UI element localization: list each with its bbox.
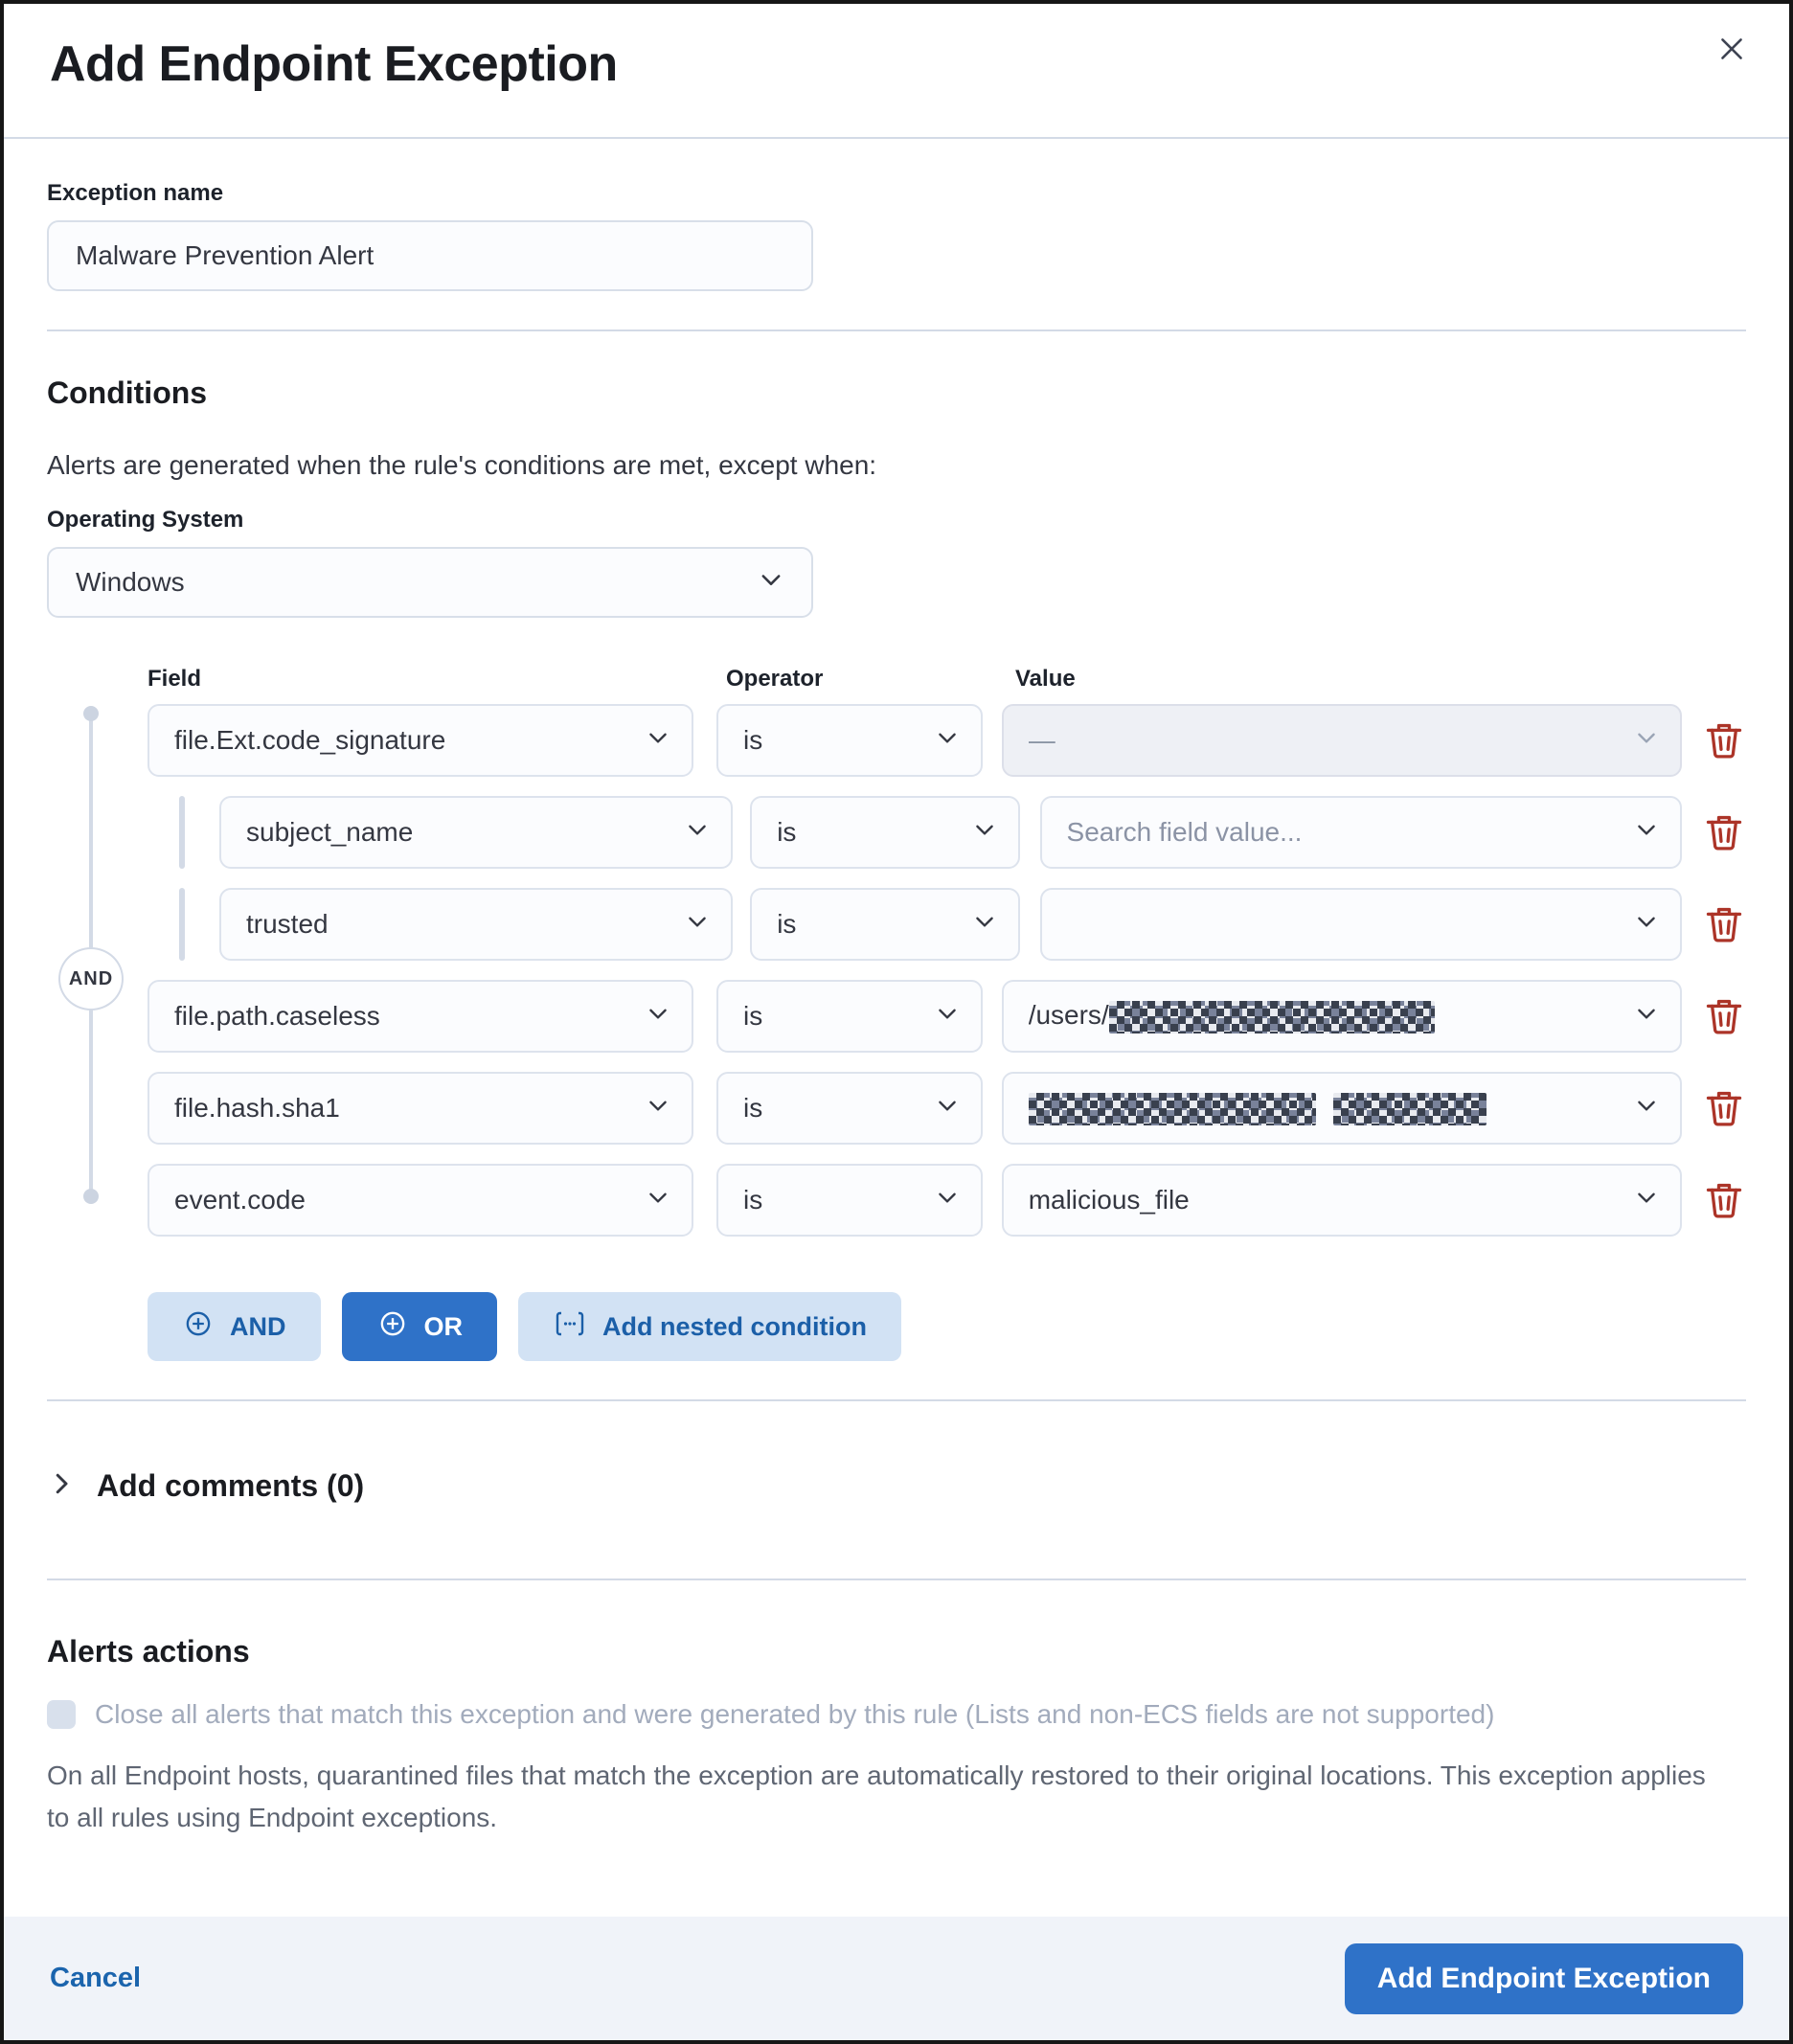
field-value: trusted [246, 909, 329, 940]
trash-icon [1703, 810, 1745, 855]
trash-icon [1703, 1178, 1745, 1223]
add-or-button[interactable] [342, 1292, 498, 1361]
field-select[interactable] [148, 1164, 693, 1237]
operating-system-value: Windows [76, 567, 185, 598]
operator-select[interactable] [716, 1072, 983, 1145]
operator-value: is [777, 909, 797, 940]
field-column-header: Field [148, 666, 202, 693]
field-value: file.path.caseless [174, 1001, 380, 1032]
chevron-down-icon [935, 725, 960, 757]
trash-icon [1703, 994, 1745, 1039]
delete-condition-button[interactable] [1702, 1086, 1746, 1130]
value-select-redacted-path[interactable] [1002, 980, 1682, 1053]
field-value: event.code [174, 1185, 306, 1215]
field-select[interactable] [148, 1072, 693, 1145]
chevron-down-icon [685, 909, 710, 941]
chevron-down-icon [646, 1185, 670, 1216]
value-redacted-hash [1029, 1092, 1487, 1125]
and-badge: AND [58, 947, 124, 1011]
chevron-down-icon [935, 1093, 960, 1124]
or-button-label: OR [423, 1311, 463, 1341]
redacted-block [1333, 1093, 1487, 1125]
close-alerts-checkbox-row [47, 1699, 1746, 1730]
chevron-down-icon [1634, 1001, 1659, 1033]
field-select[interactable] [219, 796, 733, 869]
redacted-block [1029, 1093, 1316, 1125]
operator-select[interactable] [716, 1164, 983, 1237]
field-value: subject_name [246, 817, 414, 848]
value-select[interactable] [1040, 796, 1682, 869]
chevron-down-icon [1634, 909, 1659, 941]
divider [47, 329, 1746, 331]
trash-icon [1703, 718, 1745, 763]
modal-title: Add Endpoint Exception [50, 36, 618, 92]
checkbox-disabled [47, 1700, 76, 1729]
modal-footer [4, 1917, 1789, 2040]
trash-icon [1703, 902, 1745, 947]
operating-system-label: Operating System [47, 507, 244, 534]
chevron-down-icon [1634, 1185, 1659, 1216]
operator-value: is [743, 725, 763, 756]
logic-button-row [148, 1292, 1746, 1361]
chevron-down-icon [646, 1001, 670, 1033]
field-select[interactable] [148, 980, 693, 1053]
endpoint-note-text: On all Endpoint hosts, quarantined files that match the exception are automatically restored to their original locations. This exception applies to all rules using Endpoint exceptions. [47, 1760, 1706, 1832]
plus-circle-icon [182, 1307, 230, 1347]
chevron-right-icon [47, 1469, 97, 1503]
operator-value: is [743, 1093, 763, 1124]
field-select[interactable] [148, 704, 693, 777]
chevron-down-icon [1634, 1093, 1659, 1124]
operator-value: is [743, 1001, 763, 1032]
trash-icon [1703, 1086, 1745, 1131]
chevron-down-icon [646, 1093, 670, 1124]
chevron-down-icon [646, 725, 670, 757]
condition-row-nested [148, 888, 1746, 961]
operating-system-select[interactable] [47, 547, 813, 618]
exception-name-input[interactable] [47, 220, 813, 291]
modal-body [4, 139, 1789, 1917]
delete-condition-button[interactable] [1702, 718, 1746, 762]
value-column-header: Value [1015, 666, 1076, 693]
delete-condition-button[interactable] [1702, 1178, 1746, 1222]
delete-condition-button[interactable] [1702, 810, 1746, 854]
condition-row [148, 704, 1746, 777]
value-text: malicious_file [1028, 1185, 1190, 1215]
cancel-button[interactable]: Cancel [50, 1963, 142, 1993]
value-placeholder: Search field value... [1066, 817, 1303, 848]
chevron-down-icon [1634, 725, 1659, 757]
condition-row [148, 1164, 1746, 1237]
field-value: file.hash.sha1 [174, 1093, 340, 1124]
close-alerts-checkbox-label: Close all alerts that match this exception and were generated by this rule (Lists and non-ECS fields are not supported) [95, 1699, 1495, 1730]
conditions-heading: Conditions [47, 375, 208, 410]
plus-circle-icon [376, 1307, 424, 1347]
operator-column-header: Operator [726, 666, 824, 693]
add-nested-condition-button[interactable] [518, 1292, 901, 1361]
operator-select[interactable] [750, 796, 1019, 869]
add-endpoint-exception-button[interactable]: Add Endpoint Exception [1345, 1943, 1743, 2014]
close-button[interactable] [1707, 25, 1757, 75]
add-comments-label: Add comments (0) [97, 1468, 365, 1504]
value-select-disabled [1002, 704, 1682, 777]
chevron-down-icon [685, 817, 710, 849]
nested-brackets-icon [553, 1308, 602, 1346]
operator-select[interactable] [750, 888, 1019, 961]
close-icon [1715, 33, 1748, 68]
divider [47, 1578, 1746, 1580]
nested-button-label: Add nested condition [602, 1311, 867, 1341]
divider [47, 1399, 1746, 1401]
field-select[interactable] [219, 888, 733, 961]
condition-row-nested [148, 796, 1746, 869]
value-select-redacted-hash[interactable] [1002, 1072, 1682, 1145]
value-placeholder-dash: — [1028, 725, 1055, 756]
chevron-down-icon [1634, 817, 1659, 849]
operator-select[interactable] [716, 704, 983, 777]
chevron-down-icon [935, 1185, 960, 1216]
condition-rows [68, 704, 1746, 1237]
exception-name-label: Exception name [47, 180, 224, 206]
conditions-description: Alerts are generated when the rule's conditions are met, except when: [47, 450, 877, 480]
condition-builder [68, 666, 1746, 1237]
field-value: file.Ext.code_signature [174, 725, 446, 756]
chevron-down-icon [972, 909, 997, 941]
delete-condition-button[interactable] [1702, 902, 1746, 946]
condition-row [148, 1072, 1746, 1145]
redacted-block [1109, 1001, 1435, 1033]
and-button-label: AND [230, 1311, 286, 1341]
chevron-down-icon [935, 1001, 960, 1033]
condition-row [148, 980, 1746, 1053]
value-select-empty[interactable] [1040, 888, 1682, 961]
delete-condition-button[interactable] [1702, 994, 1746, 1038]
condition-column-headers [148, 666, 1746, 693]
exception-name-value: Malware Prevention Alert [76, 240, 374, 270]
chevron-down-icon [972, 817, 997, 849]
add-comments-toggle[interactable] [47, 1468, 1746, 1504]
operator-select[interactable] [716, 980, 983, 1053]
value-select[interactable] [1002, 1164, 1682, 1237]
alerts-actions-heading: Alerts actions [47, 1634, 250, 1669]
add-and-button[interactable] [148, 1292, 321, 1361]
operator-value: is [743, 1185, 763, 1215]
operator-value: is [777, 817, 797, 848]
value-redacted-path: /users/ [1029, 1000, 1435, 1033]
chevron-down-icon [758, 566, 784, 600]
modal-header [4, 4, 1789, 139]
